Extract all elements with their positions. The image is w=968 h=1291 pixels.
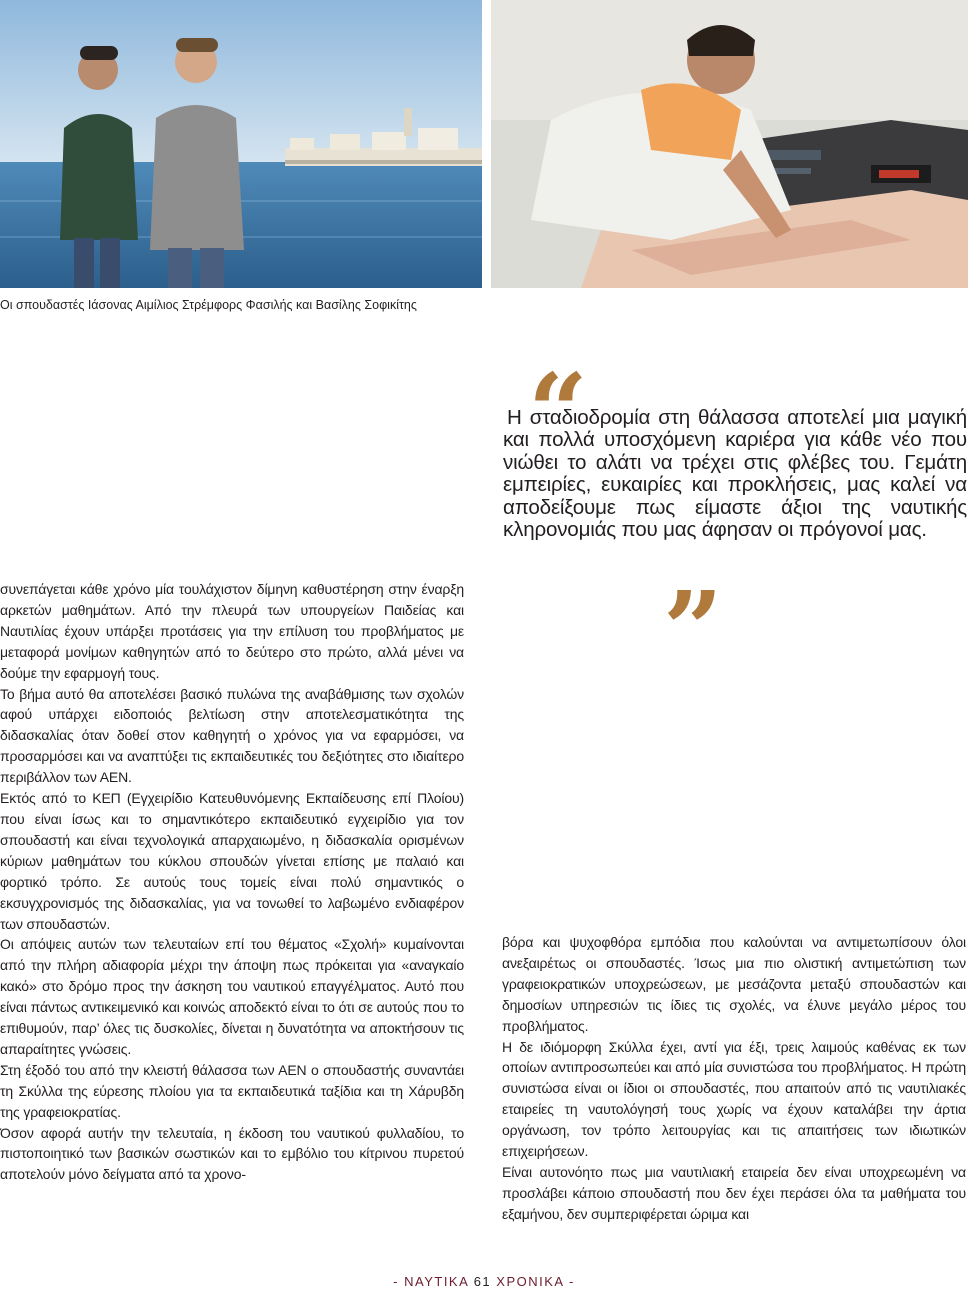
paragraph: Όσον αφορά αυτήν την τελευταία, η έκδοση του ναυτικού φυλλαδίου, το πιστοποιητικό των βασικών σωστικών και το εμβόλιο του κίτρινου πυρετού αποτελούν μόνο δείγματα από τα χρονο-	[0, 1124, 464, 1183]
harbour-photo	[0, 0, 482, 288]
photo-students-harbour	[0, 0, 482, 288]
paragraph: Εκτός από το ΚΕΠ (Εγχειρίδιο Κατευθυνόμενης Εκπαίδευσης επί Πλοίου) που είναι ίσως και το σημαντικότερο εκπαιδευτικό εγχειρίδιο για τον σπουδαστή και είναι τεχνολογικά απαρχαιωμένο, η διδασκαλία ορισμένων κύριων μαθημάτων του κύκλου σπουδών γίνεται επίσης με παλαιό και φορτικό τρόπο. Σε αυτούς τους τομείς είναι πολύ σημαντικός ο εκσυγχρονισμός της διδασκαλίας, για να τονωθεί το λαβωμένο ενδιαφέρον των σπουδαστών.	[0, 790, 464, 932]
chart-table-photo	[491, 0, 968, 288]
photo-caption: Οι σπουδαστές Ιάσονας Αιμίλιος Στρέμφορς Φασιλής και Βασίλης Σοφικίτης	[0, 298, 417, 312]
open-quote-mark: “	[528, 350, 588, 473]
pull-quote	[503, 407, 967, 541]
pull-quote-text: Η σταδιοδρομία στη θάλασσα αποτελεί μια μαγική και πολλά υποσχόμενη καριέρα για κάθε νέο που νιώθει το αλάτι να τρέχει στις φλέβες του. Γεμάτη εμπειρίες, ευκαιρίες και προκλήσεις, μας καλεί να αποδείξουμε πως είμαστε άξιοι της ναυτικής κληρονομιάς που μας άφησαν οι πρόγονοί μας.	[503, 406, 967, 542]
photo-student-chart-table	[491, 0, 968, 288]
paragraph: Η δε ιδιόμορφη Σκύλλα έχει, αντί για έξι, τρεις λαιμούς καθένας εκ των οποίων αντιπροσωπεύει και από μία συνιστώσα του προβλήματος. Η πρώτη συνιστώσα είναι οι ίδιοι οι σπουδαστές, που απαιτούν από τις ναυτιλιακές εταιρείες τη ναυτολόγησή τους χωρίς να έχουν καταλάβει την άρτια οργάνωση, τον τρόπο λειτουργίας και τις απαιτήσεις των ιδιωτικών επιχειρήσεων.	[502, 1038, 966, 1160]
folio-publication-left: - ΝΑΥΤΙΚΑ	[393, 1274, 469, 1289]
page-folio	[0, 1274, 968, 1289]
folio-publication-right: ΧΡΟΝΙΚΑ -	[496, 1274, 575, 1289]
paragraph: Οι απόψεις αυτών των τελευταίων επί του θέματος «Σχολή» κυμαίνονται από την πλήρη αδιαφορία μέχρι την άποψη πως πρόκειται για «αναγκαίο κακό» στο δρόμο προς την άσκηση του ναυτικού επαγγέλματος. Αυτό που είναι πάντως αντικειμενικό και κοινώς αποδεκτό είναι το ότι σε αυτούς που το επιθυμούν, παρ’ όλες τις δυσκολίες, δίνεται η δυνατότητα να αποκτήσουν τις απαραίτητες γνώσεις.	[0, 936, 464, 1057]
paragraph: συνεπάγεται κάθε χρόνο μία τουλάχιστον δίμηνη καθυστέρηση στην έναρξη αρκετών μαθημάτων. Από την πλευρά των υπουργείων Παιδείας και Ναυτιλίας έχουν υπάρξει προτάσεις για την επίλυση του προβλήματος με μεταφορά μονίμων καθηγητών από το δεύτερο στο πρώτο, αλλά μένει να δούμε την εφαρμογή τους.	[0, 581, 464, 681]
paragraph: Στη έξοδό του από την κλειστή θάλασσα των ΑΕΝ ο σπουδαστής συναντάει τη Σκύλλα της εύρεσης πλοίου για τα εκπαιδευτικά ταξίδια και τη Χάρυβδη της γραφειοκρατίας.	[0, 1061, 464, 1120]
body-column-left	[0, 579, 464, 1185]
body-column-right	[502, 932, 966, 1225]
close-quote-mark: ”	[663, 568, 723, 691]
page-number: 61	[473, 1274, 492, 1289]
paragraph: βόρα και ψυχοφθόρα εμπόδια που καλούνται να αντιμετωπίσουν όλοι ανεξαιρέτως οι σπουδαστές. Ίσως μια πιο ολιστική αντιμετώπιση των γραφειοκρατικών υποχρεώσεων, με μεσάζοντα μεταξύ σπουδαστών και δημοσίων υπηρεσιών τις ίδιες τις σχολές, να έλυνε μεγάλο μέρος του προβλήματος.	[502, 934, 966, 1034]
paragraph: Είναι αυτονόητο πως μια ναυτιλιακή εταιρεία δεν είναι υποχρεωμένη να προσλάβει κάποιο σπουδαστή που δεν έχει περάσει όλα τα μαθήματα του εξαμήνου, δεν συμπεριφέρεται ώριμα και	[502, 1163, 966, 1222]
paragraph: Το βήμα αυτό θα αποτελέσει βασικό πυλώνα της αναβάθμισης των σχολών αφού υπάρχει ειδοποιός βελτίωση στην αποτελεσματικότητα της διδασκαλίας όταν δοθεί στον καθηγητή ο χρόνος για να εφαρμόσει, να προσαρμόσει και να αναπτύξει τις εκπαιδευτικές του δεξιότητες στο ιδιαίτερο περιβάλλον των ΑΕΝ.	[0, 685, 464, 786]
